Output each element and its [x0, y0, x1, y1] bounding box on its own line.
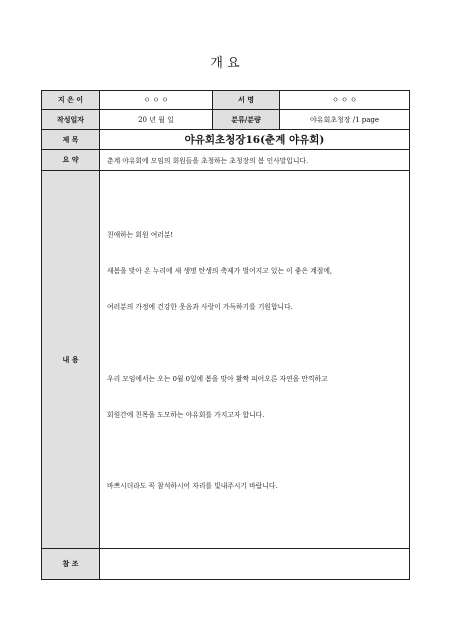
- author-value[interactable]: ㅇ ㅇ ㅇ: [100, 91, 213, 110]
- content-area[interactable]: [100, 171, 410, 549]
- reference-label: 참 조: [42, 549, 100, 580]
- category-value[interactable]: 야유회초청장 /1 page: [280, 110, 410, 130]
- content-line: 바쁘시더라도 꼭 참석하시어 자리를 빛내주시기 바랍니다.: [107, 482, 278, 490]
- date-value[interactable]: 20 년 월 일: [100, 110, 213, 130]
- subject-row: [42, 130, 410, 150]
- reference-value[interactable]: [100, 549, 410, 580]
- subject-value[interactable]: 야유회초청장16(춘계 야유회): [100, 130, 410, 150]
- author-row: [42, 91, 410, 110]
- date-row: [42, 110, 410, 130]
- content-line: 회원간에 친목을 도모하는 야유회를 가지고자 합니다.: [107, 411, 265, 419]
- reference-row: [42, 549, 410, 580]
- category-label: 분류/분량: [213, 110, 280, 130]
- overview-form: [41, 90, 410, 580]
- summary-label: 요 약: [42, 150, 100, 171]
- content-row: [42, 171, 410, 549]
- subject-label: 제 목: [42, 130, 100, 150]
- writer-value[interactable]: ㅇ ㅇ ㅇ: [280, 91, 410, 110]
- writer-label: 서 명: [213, 91, 280, 110]
- page-title: 개 요: [210, 56, 240, 71]
- summary-value[interactable]: 춘계 야유회에 모임의 회원들을 초청하는 초청장의 봄 인사말입니다.: [100, 150, 410, 171]
- summary-row: [42, 150, 410, 171]
- content-line: 친애하는 회원 여러분!: [107, 231, 174, 239]
- content-line: 여러분의 가정에 건강한 웃음과 사랑이 가득하기를 기원합니다.: [107, 303, 293, 311]
- date-label: 작성일자: [42, 110, 100, 130]
- author-label: 지 은 이: [42, 91, 100, 110]
- content-label: 내 용: [42, 171, 100, 549]
- content-line: 새봄을 맞아 온 누리에 새 생명 탄생의 축제가 벌어지고 있는 이 좋은 계절에,: [107, 267, 333, 275]
- content-line: 우리 모임에서는 오는 0월 0일에 봄을 맞아 활짝 피어오른 자연을 만끽하고: [107, 375, 328, 383]
